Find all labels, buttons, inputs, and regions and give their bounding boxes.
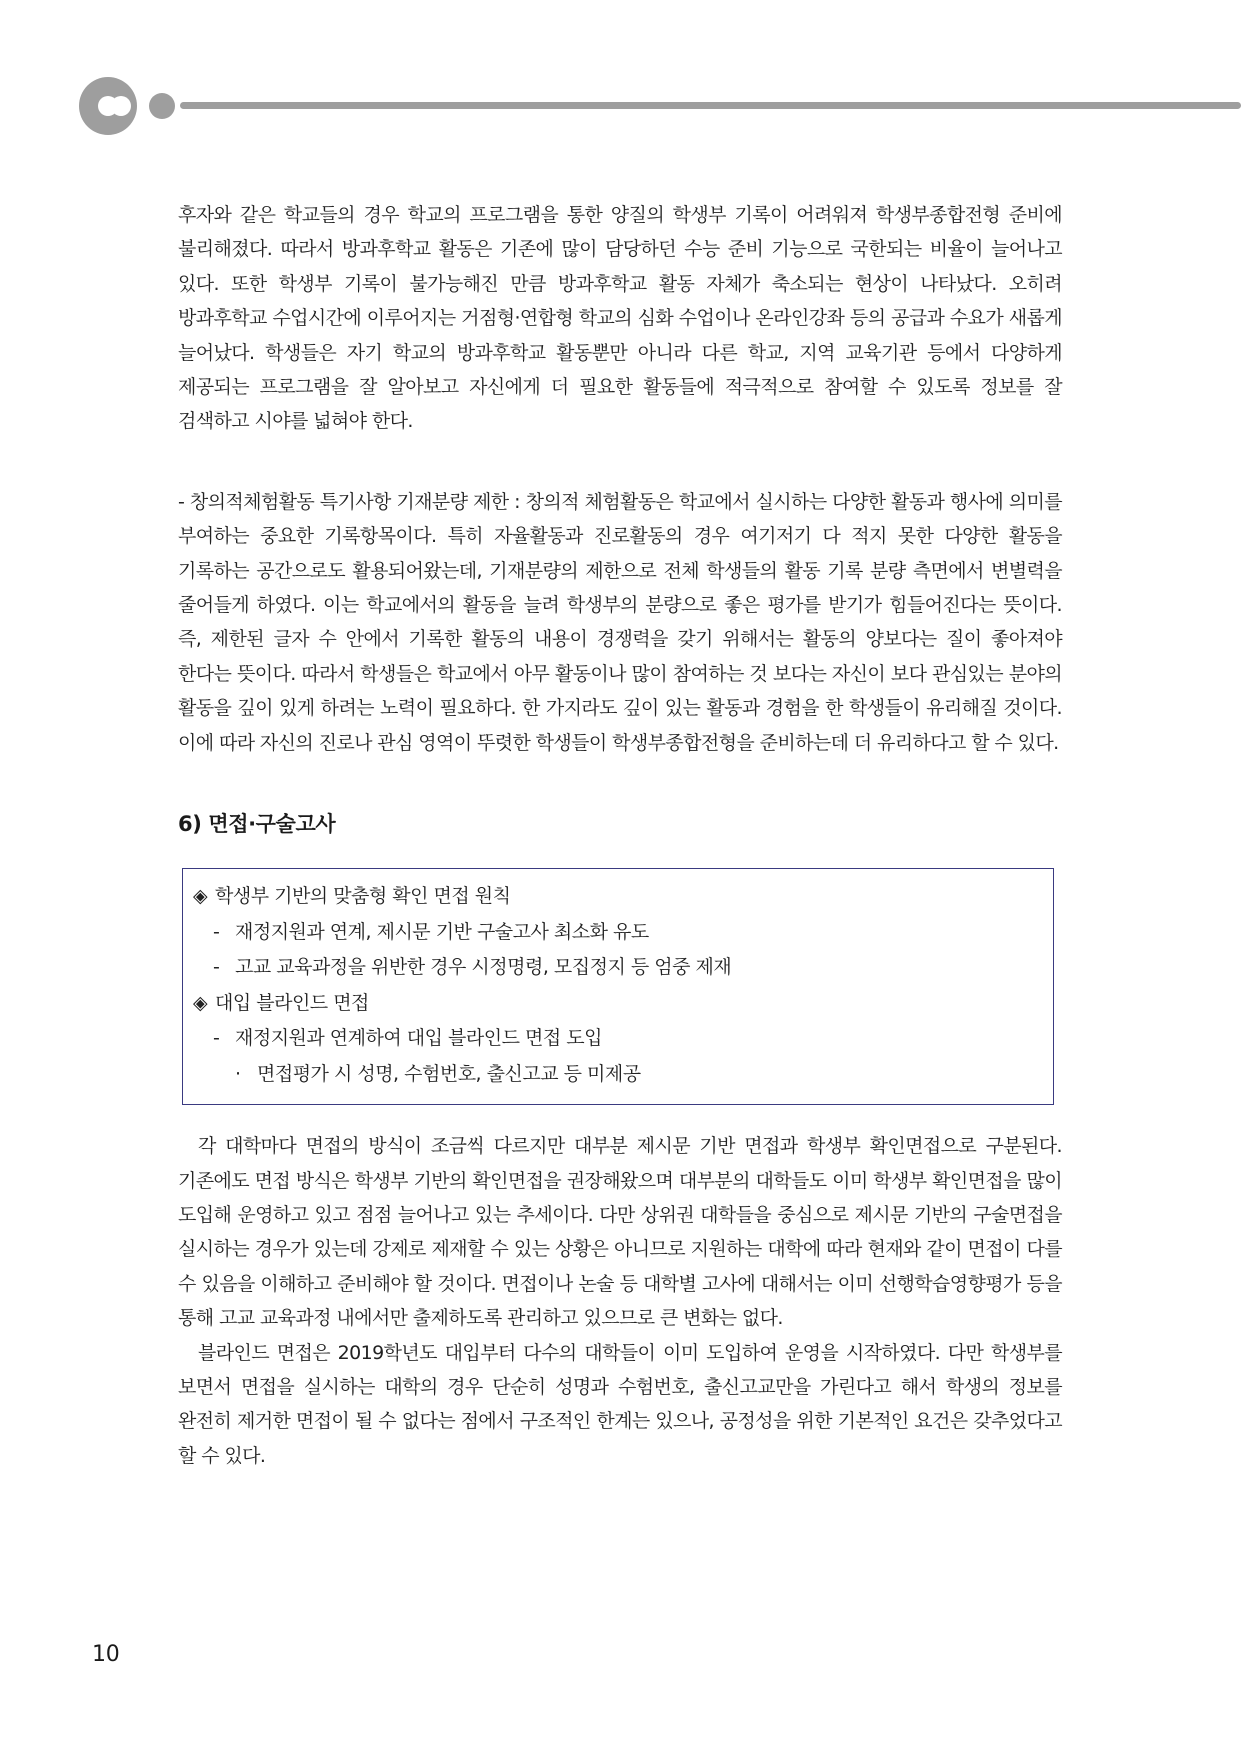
box-item (193, 1021, 1043, 1057)
box-item-text: 학생부 기반의 맞춤형 확인 면접 원칙 (215, 885, 511, 908)
interview-paragraph: 각 대학마다 면접의 방식이 조금씩 다르지만 대부분 제시문 기반 면접과 학생부 확인면접으로 구분된다. 기존에도 면접 방식은 학생부 기반의 확인면접을 권장해왔으며 대부분의 대학들도 이미 학생부 확인면접을 많이 도입해 운영하고 있고 점점 늘어나고 있는 추세이다. 다만 상위권 대학들을 중심으로 제시문 기반의 구술면접을 실시하는 경우가 있는데 강제로 제재할 수 있는 상황은 아니므로 지원하는 대학에 따라 현재와 같이 면접이 다를 수 있음을 이해하고 준비해야 할 것이다. 면접이나 논술 등 대학별 고사에 대해서는 이미 선행학습영향평가 등을 통해 고교 교육과정 내에서만 출제하도록 관리하고 있으므로 큰 변화는 없다. (178, 1135, 1062, 1330)
box-item (193, 950, 1043, 986)
creative-activity-paragraph: - 창의적체험활동 특기사항 기재분량 제한 : 창의적 체험활동은 학교에서 실시하는 다양한 활동과 행사에 의미를 부여하는 중요한 기록항목이다. 특히 자율활동과 진로활동의 경우 여기저기 다 적지 못한 다양한 활동을 기록하는 공간으로도 활용되어왔는데, 기재분량의 제한으로 전체 학생들의 활동 기록 분량 측면에서 변별력을 줄어들게 하였다. 이는 학교에서의 활동을 늘려 학생부의 분량으로 좋은 평가를 받기가 힘들어진다는 뜻이다. 즉, 제한된 글자 수 안에서 기록한 활동의 내용이 경쟁력을 갖기 위해서는 활동의 양보다는 질이 좋아져야 한다는 뜻이다. 따라서 학생들은 학교에서 아무 활동이나 많이 참여하는 것 보다는 자신이 보다 관심있는 분야의 활동을 깊이 있게 하려는 노력이 필요하다. 한 가지라도 깊이 있는 활동과 경험을 한 학생들이 유리해질 것이다. 이에 따라 자신의 진로나 관심 영역이 뚜렷한 학생들이 학생부종합전형을 준비하는데 더 유리하다고 할 수 있다. (178, 490, 1062, 754)
box-item-text: 대입 블라인드 면접 (215, 991, 369, 1014)
dash-bullet: - (213, 1027, 220, 1050)
page-content (178, 198, 1062, 1473)
intro-paragraph: 후자와 같은 학교들의 경우 학교의 프로그램을 통한 양질의 학생부 기록이 어려워져 학생부종합전형 준비에 불리해졌다. 따라서 방과후학교 활동은 기존에 많이 담당하던 수능 준비 기능으로 국한되는 비율이 늘어나고 있다. 또한 학생부 기록이 불가능해진 만큼 방과후학교 활동 자체가 축소되는 현상이 나타났다. 오히려 방과후학교 수업시간에 이루어지는 거점형·연합형 학교의 심화 수업이나 온라인강좌 등의 공급과 수요가 새롭게 늘어났다. 학생들은 자기 학교의 방과후학교 활동뿐만 아니라 다른 학교, 지역 교육기관 등에서 다양하게 제공되는 프로그램을 잘 알아보고 자신에게 더 필요한 활동들에 적극적으로 참여할 수 있도록 정보를 잘 검색하고 시야를 넓혀야 한다. (178, 204, 1062, 433)
page-number: 10 (92, 1642, 120, 1667)
summary-box (182, 868, 1054, 1105)
section-heading: 6) 면접·구술고사 (178, 812, 336, 837)
box-item-text: 재정지원과 연계, 제시문 기반 구술고사 최소화 유도 (235, 920, 649, 943)
box-item (193, 986, 1043, 1022)
dash-bullet: - (213, 956, 220, 979)
box-item-text: 고교 교육과정을 위반한 경우 시정명령, 모집정지 등 엄중 제재 (235, 956, 732, 979)
diamond-bullet-icon: ◈ (193, 991, 208, 1014)
dot-bullet: · (235, 1062, 241, 1085)
header-ring-right (111, 96, 131, 116)
header-decoration (0, 0, 1241, 150)
box-item (193, 915, 1043, 951)
blind-interview-paragraph: 블라인드 면접은 2019학년도 대입부터 다수의 대학들이 이미 도입하여 운영을 시작하였다. 다만 학생부를 보면서 면접을 실시하는 대학의 경우 단순히 성명과 수험번호, 출신고교만을 가린다고 해서 학생의 정보를 완전히 제거한 면접이 될 수 없다는 점에서 구조적인 한계는 있으나, 공정성을 위한 기본적인 요건은 갖추었다고 할 수 있다. (178, 1341, 1062, 1467)
box-item (193, 879, 1043, 915)
box-item-text: 면접평가 시 성명, 수험번호, 출신고교 등 미제공 (257, 1062, 641, 1085)
header-rule (180, 102, 1241, 109)
header-small-circle (149, 93, 175, 119)
box-item-text: 재정지원과 연계하여 대입 블라인드 면접 도입 (235, 1027, 602, 1050)
dash-bullet: - (213, 920, 220, 943)
diamond-bullet-icon: ◈ (193, 885, 208, 908)
box-item (193, 1057, 1043, 1093)
